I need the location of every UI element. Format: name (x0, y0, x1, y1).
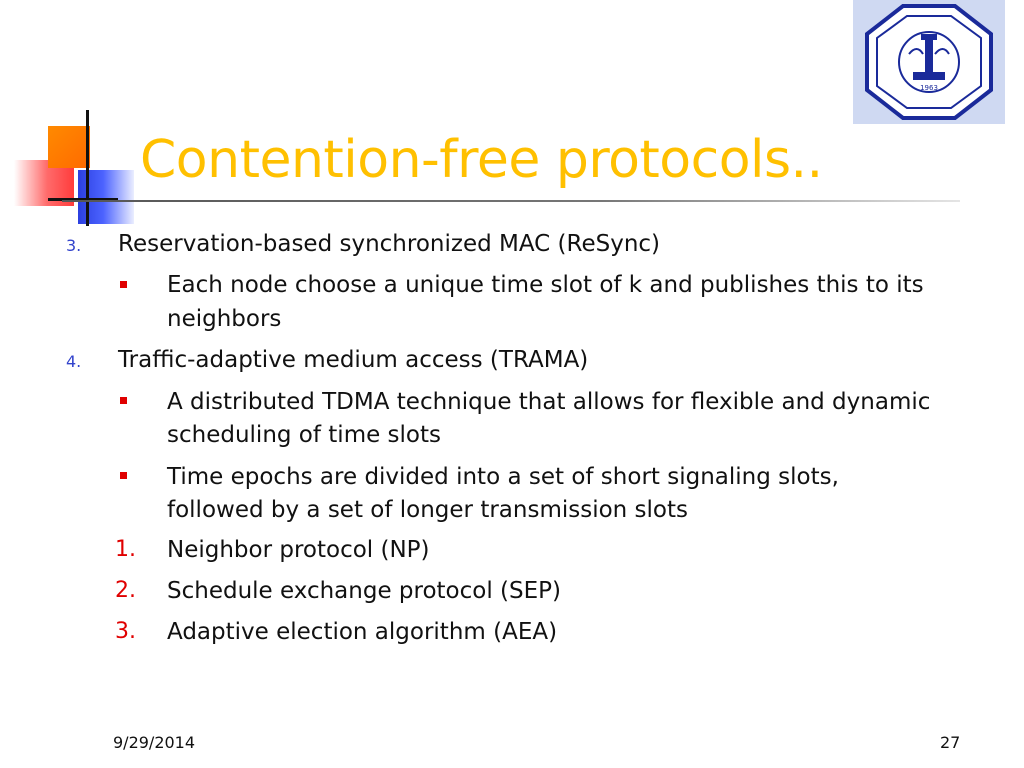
list-number-marker: 3. (115, 619, 136, 644)
slide-title: Contention-free protocols.. (140, 130, 823, 190)
list-number-marker: 1. (115, 537, 136, 562)
list-item-text: Traffic-adaptive medium access (TRAMA) (118, 347, 589, 373)
list-item-text: Neighbor protocol (NP) (167, 537, 430, 563)
list-item-text: A distributed TDMA technique that allows for flexible and dynamic (167, 389, 931, 415)
list-item-text: neighbors (167, 306, 282, 332)
list-number-marker: 2. (115, 578, 136, 603)
list-item-text: scheduling of time slots (167, 422, 442, 448)
list-item-text: Reservation-based synchronized MAC (ReSync) (118, 231, 661, 257)
list-item-text: Time epochs are divided into a set of short signaling slots, (167, 464, 839, 490)
bullet-square-icon (120, 472, 127, 479)
list-item-text: Each node choose a unique time slot of k and publishes this to its (167, 272, 924, 298)
footer-date: 9/29/2014 (113, 733, 196, 752)
logo-year-text: 1963 (920, 84, 938, 92)
decorative-vertical-line (86, 110, 89, 226)
list-number-marker: 4. (66, 352, 82, 371)
decorative-orange-square (48, 126, 90, 168)
title-underline-rule (62, 200, 960, 202)
university-logo (853, 0, 1005, 124)
list-item-text: Schedule exchange protocol (SEP) (167, 578, 561, 604)
bullet-square-icon (120, 397, 127, 404)
list-item-text: followed by a set of longer transmission slots (167, 497, 689, 523)
bullet-square-icon (120, 281, 127, 288)
list-number-marker: 3. (66, 236, 82, 255)
list-item-text: Adaptive election algorithm (AEA) (167, 619, 558, 645)
footer-page-number: 27 (940, 733, 961, 752)
